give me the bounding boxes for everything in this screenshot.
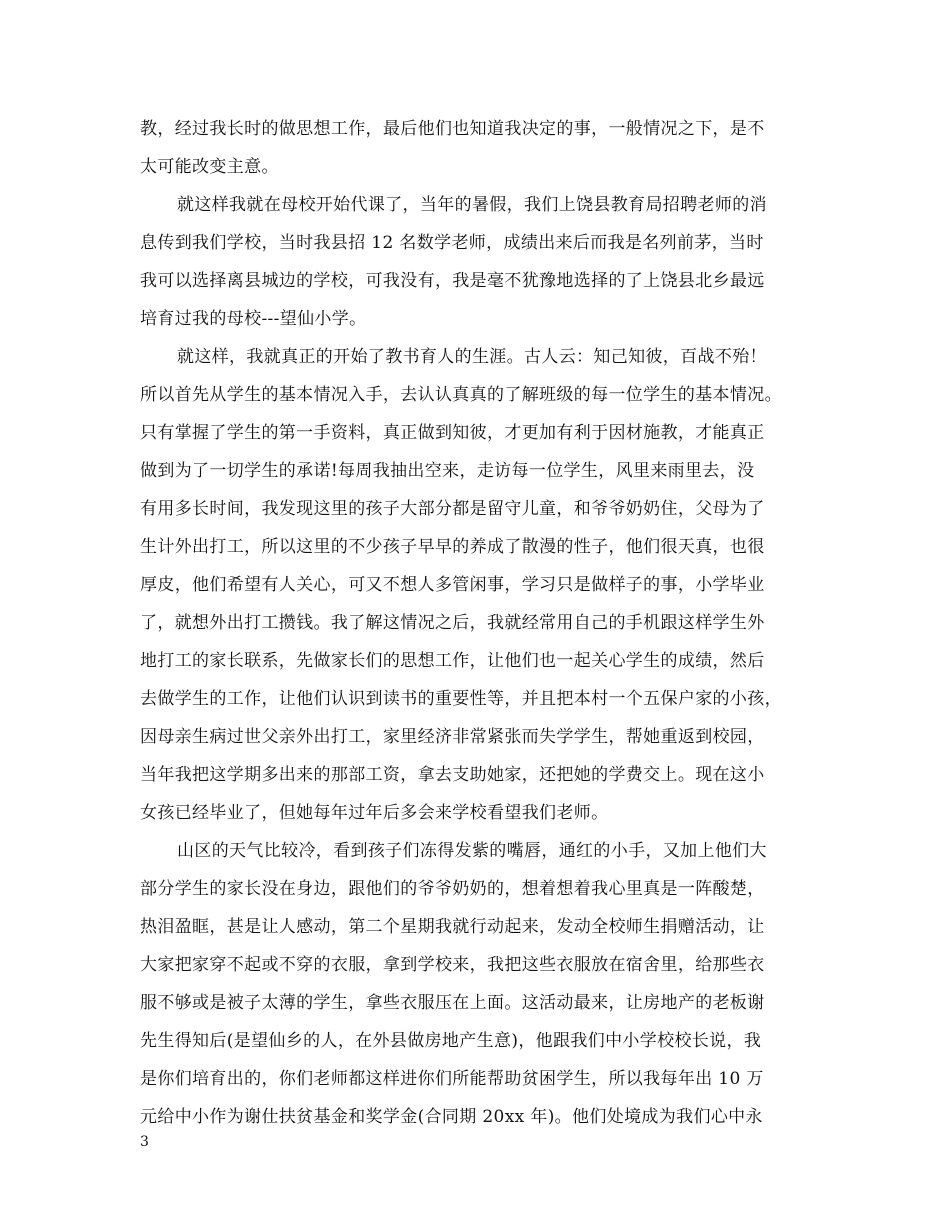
text-line: 有用多长时间，我发现这里的孩子大部分都是留守儿童，和爷爷奶奶住，父母为了 — [140, 499, 765, 519]
text-line: 了，就想外出打工攒钱。我了解这情况之后，我就经常用自己的手机跟这样学生外 — [140, 613, 765, 633]
text-line: 女孩已经毕业了，但她每年过年后多会来学校看望我们老师。 — [140, 803, 609, 823]
document-body — [140, 110, 820, 1136]
text-line: 地打工的家长联系，先做家长们的思想工作，让他们也一起关心学生的成绩，然后 — [140, 651, 765, 671]
text-line: 我可以选择离县城边的学校，可我没有，我是毫不犹豫地选择的了上饶县北乡最远 — [140, 271, 765, 291]
text-line: 太可能改变主意。 — [140, 157, 279, 177]
text-line: 去做学生的工作，让他们认识到读书的重要性等，并且把本村一个五保户家的小孩， — [140, 689, 782, 709]
text-line: 因母亲生病过世父亲外出打工，家里经济非常紧张而失学学生，帮她重返到校园， — [140, 727, 765, 747]
text-line: 元给中小作为谢仕扶贫基金和奖学金(合同期 20xx 年)。他们处境成为我们心中永 — [140, 1107, 763, 1127]
text-line: 是你们培育出的，你们老师都这样进你们所能帮助贫困学生，所以我每年出 10 万 — [140, 1069, 764, 1089]
text-line: 山区的天气比较冷，看到孩子们冻得发紫的嘴唇，通红的小手，又加上他们大 — [177, 841, 767, 861]
page-number: 3 — [140, 1134, 149, 1150]
text-line: 培育过我的母校---望仙小学。 — [140, 309, 367, 329]
text-line: 就这样，我就真正的开始了教书育人的生涯。古人云：知己知彼，百战不殆！ — [177, 347, 767, 367]
text-line: 大家把家穿不起或不穿的衣服，拿到学校来，我把这些衣服放在宿舍里，给那些衣 — [140, 955, 765, 975]
text-line: 先生得知后(是望仙乡的人，在外县做房地产生意)，他跟我们中小学校校长说，我 — [140, 1031, 762, 1051]
text-line: 部分学生的家长没在身边，跟他们的爷爷奶奶的，想着想着我心里真是一阵酸楚， — [140, 879, 765, 899]
text-line: 服不够或是被子太薄的学生，拿些衣服压在上面。这活动最来，让房地产的老板谢 — [140, 993, 765, 1013]
text-line: 息传到我们学校，当时我县招 12 名数学老师，成绩出来后而我是名列前茅，当时 — [140, 233, 764, 253]
text-line: 生计外出打工，所以这里的不少孩子早早的养成了散漫的性子，他们很天真，也很 — [140, 537, 765, 557]
text-line: 热泪盈眶，甚是让人感动，第二个星期我就行动起来，发动全校师生捐赠活动，让 — [140, 917, 765, 937]
text-line: 厚皮，他们希望有人关心，可又不想人多管闲事，学习只是做样子的事，小学毕业 — [140, 575, 765, 595]
text-line: 当年我把这学期多出来的那部工资，拿去支助她家，还把她的学费交上。现在这小 — [140, 765, 765, 785]
text-line: 教，经过我长时的做思想工作，最后他们也知道我决定的事，一般情况之下，是不 — [140, 119, 765, 139]
text-line: 做到为了一切学生的承诺!每周我抽出空来，走访每一位学生，风里来雨里去，没 — [140, 461, 755, 481]
text-line: 只有掌握了学生的第一手资料，真正做到知彼，才更加有利于因材施教，才能真正 — [140, 423, 765, 443]
text-line: 就这样我就在母校开始代课了，当年的暑假，我们上饶县教育局招聘老师的消 — [177, 195, 767, 215]
text-line: 所以首先从学生的基本情况入手，去认认真真的了解班级的每一位学生的基本情况。 — [140, 385, 782, 405]
